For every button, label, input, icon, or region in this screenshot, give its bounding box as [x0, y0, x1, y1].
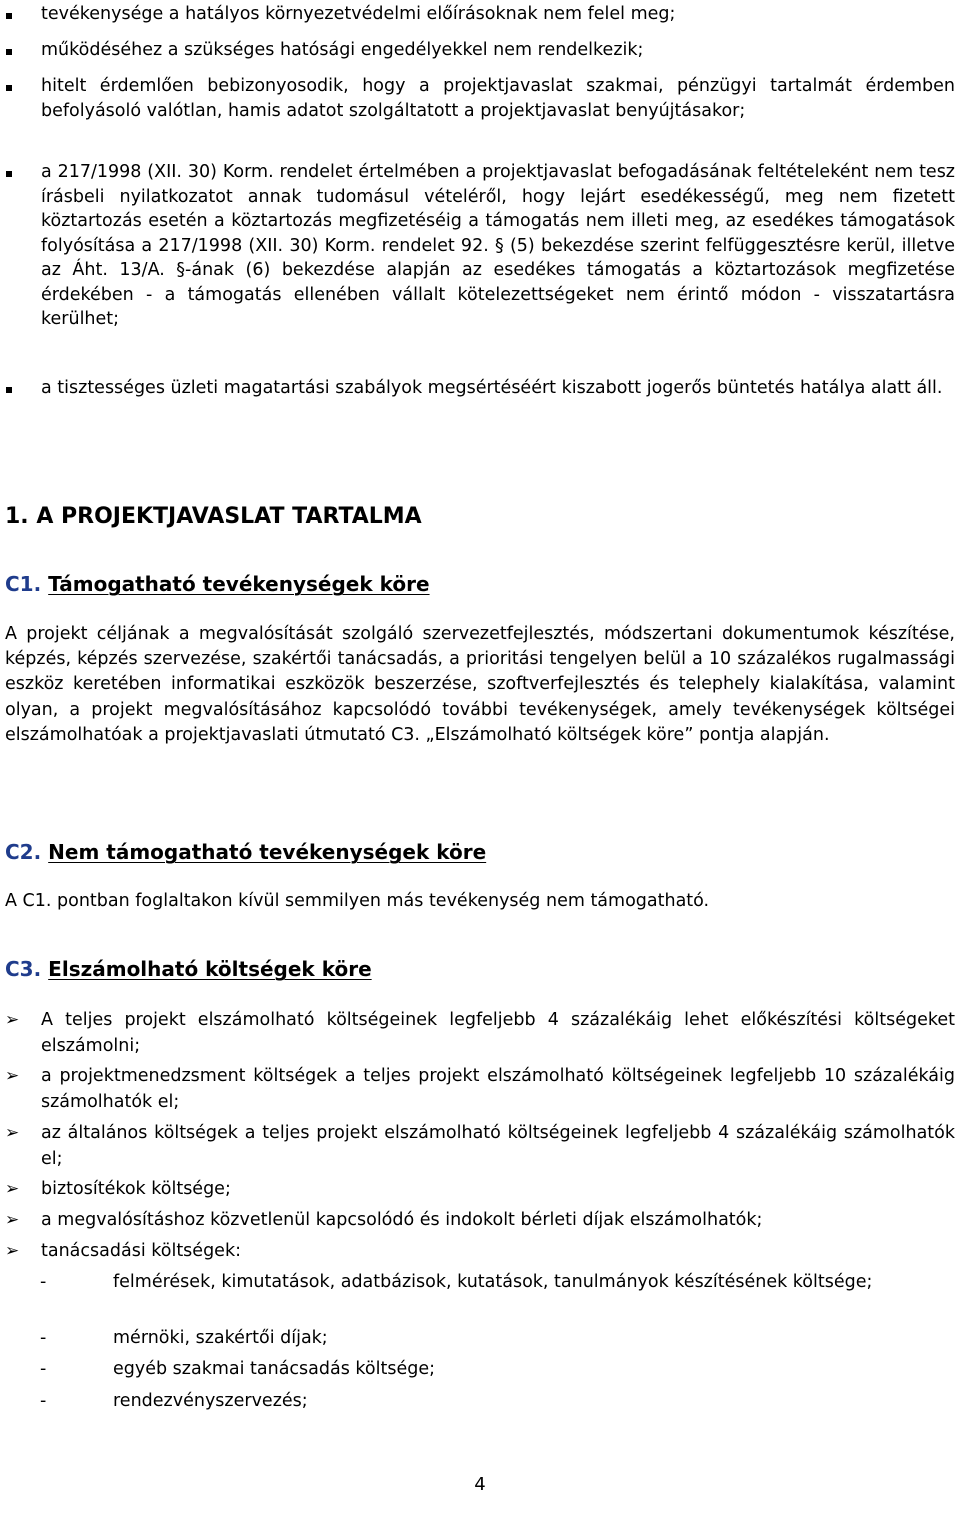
- list-item-text: a projektmenedzsment költségek a teljes projekt elszámolható költségeinek legfeljebb 10 százalékáig számolhatók el;: [41, 1066, 955, 1112]
- sub-list-item-text: egyéb szakmai tanácsadás költsége;: [113, 1359, 435, 1379]
- sub-list-item: [40, 1270, 955, 1296]
- arrow-bullet-icon: ➢: [5, 1010, 20, 1030]
- c1-heading: [5, 572, 430, 596]
- c1-number: C1.: [5, 572, 42, 596]
- list-item: [5, 1208, 955, 1234]
- list-item: [5, 74, 955, 123]
- square-bullet-icon: [5, 38, 41, 63]
- square-bullet-icon: [5, 2, 41, 27]
- list-item: [5, 1008, 955, 1059]
- list-item-text: az általános költségek a teljes projekt elszámolható költségeinek legfeljebb 4 százalékáig számolhatók el;: [41, 1123, 955, 1169]
- dash-bullet: -: [40, 1272, 47, 1292]
- section-heading: 1. A PROJEKTJAVASLAT TARTALMA: [5, 504, 422, 529]
- c3-number: C3.: [5, 957, 42, 981]
- sub-list-item-text: felmérések, kimutatások, adatbázisok, kutatások, tanulmányok készítésének költsége;: [113, 1272, 873, 1292]
- list-item: [5, 2, 955, 27]
- c3-heading: [5, 957, 372, 981]
- list-item: [5, 1064, 955, 1115]
- dash-bullet: -: [40, 1328, 47, 1348]
- list-item-text: működéséhez a szükséges hatósági engedélyekkel nem rendelkezik;: [41, 40, 644, 60]
- list-item-text: a tisztességes üzleti magatartási szabályok megsértéséért kiszabott jogerős büntetés hatálya alatt áll.: [41, 378, 943, 398]
- c1-paragraph: A projekt céljának a megvalósítását szolgáló szervezetfejlesztés, módszertani dokumentumok készítése, képzés, képzés szervezése, szakértői tanácsadás, a prioritási tengelyen belül a 10 százalékos rugalmassági eszköz keretében informatikai eszközök beszerzése, szoftverfejlesztés és telephely kialakítása, valamint olyan, a projekt megvalósításához kapcsolódó további tevékenységek, amely tevékenységek költségei elszámolhatóak a projektjavaslati útmutató C3. „Elszámolható költségek köre” pontja alapján.: [5, 624, 955, 745]
- list-item-text: tevékenysége a hatályos környezetvédelmi előírásoknak nem felel meg;: [41, 4, 676, 24]
- c2-number: C2.: [5, 840, 42, 864]
- arrow-bullet-icon: ➢: [5, 1241, 20, 1261]
- list-item: [5, 1121, 955, 1172]
- list-item-text: a megvalósításhoz közvetlenül kapcsolódó és indokolt bérleti díjak elszámolhatók;: [41, 1210, 763, 1230]
- list-item-text: biztosítékok költsége;: [41, 1179, 231, 1199]
- page-number: 4: [474, 1474, 486, 1495]
- list-item: [5, 1239, 955, 1265]
- sub-list-item-text: mérnöki, szakértői díjak;: [113, 1328, 328, 1348]
- list-item-text: a 217/1998 (XII. 30) Korm. rendelet értelmében a projektjavaslat befogadásának feltételeként nem tesz írásbeli nyilatkozatot annak tudomásul vételéről, hogy lejárt esedékességű, meg nem fizetett köztartozás esetén a köztartozás megfizetéséig a támogatás nem illeti meg, az esedékes támogatások folyósítása a 217/1998 (XII. 30) Korm. rendelet 92. § (5) bekezdése szerint felfüggesztésre kerül, illetve az Áht. 13/A. §-ának (6) bekezdése alapján az esedékes támogatás a köztartozások megfizetése érdekében - a támogatás ellenében vállalt kötelezettségeket nem érintő módon - visszatartásra kerülhet;: [41, 162, 955, 329]
- sub-list-item: [40, 1389, 955, 1415]
- c2-title: Nem támogatható tevékenységek köre: [48, 840, 487, 864]
- square-bullet-icon: [5, 74, 41, 99]
- arrow-bullet-icon: ➢: [5, 1179, 20, 1199]
- list-item-text: A teljes projekt elszámolható költségeinek legfeljebb 4 százalékáig lehet előkészítési költségeket elszámolni;: [41, 1010, 955, 1056]
- sub-list-item-text: rendezvényszervezés;: [113, 1391, 308, 1411]
- dash-bullet: -: [40, 1391, 47, 1411]
- sub-list-item: [40, 1326, 955, 1352]
- square-bullet-icon: [5, 160, 41, 185]
- list-item: [5, 376, 955, 401]
- list-item-text: tanácsadási költségek:: [41, 1241, 241, 1261]
- arrow-bullet-icon: ➢: [5, 1066, 20, 1086]
- c2-paragraph: A C1. pontban foglaltakon kívül semmilyen más tevékenység nem támogatható.: [5, 891, 710, 911]
- list-item: [5, 38, 955, 63]
- arrow-bullet-icon: ➢: [5, 1123, 20, 1143]
- square-bullet-icon: [5, 376, 41, 401]
- c2-heading: [5, 840, 486, 864]
- sub-list-item: [40, 1357, 955, 1383]
- list-item: [5, 160, 955, 332]
- c3-title: Elszámolható költségek köre: [48, 957, 372, 981]
- list-item-text: hitelt érdemlően bebizonyosodik, hogy a projektjavaslat szakmai, pénzügyi tartalmát érdemben befolyásoló valótlan, hamis adatot szolgáltatott a projektjavaslat benyújtásakor;: [41, 76, 955, 121]
- c1-title: Támogatható tevékenységek köre: [48, 572, 430, 596]
- dash-bullet: -: [40, 1359, 47, 1379]
- list-item: [5, 1177, 955, 1203]
- arrow-bullet-icon: ➢: [5, 1210, 20, 1230]
